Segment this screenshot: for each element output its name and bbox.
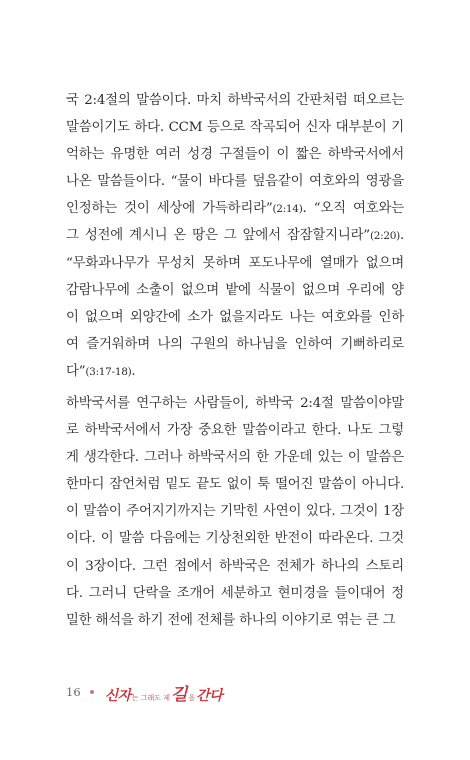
series-title-part3: 길 (170, 684, 188, 705)
text-segment: 말씀이기도 하다. CCM 등으로 작곡되어 신자 대부분이 기 (66, 120, 404, 136)
text-segment: 하박국서를 연구하는 사람들이, 하박국 2:4절 말씀이야말 (66, 396, 404, 411)
text-segment: “무화과나무가 무성치 못하며 포도나무에 열매가 없으며 (66, 255, 404, 271)
text-line (66, 331, 404, 358)
text-line (66, 195, 404, 222)
text-segment: 다. 그러니 단락을 조개어 세분하고 현미경을 들이대어 정 (66, 585, 404, 601)
text-line (66, 444, 404, 471)
text-line (66, 498, 404, 525)
text-line (66, 222, 404, 249)
series-title-part2: 는 그래도 제 (131, 693, 170, 702)
text-segment: 다” (66, 363, 86, 379)
verse-reference: (3:17-18) (85, 365, 132, 378)
series-title-part4: 을 (188, 693, 196, 702)
text-segment: 인정하는 것이 세상에 가득하리라” (66, 201, 273, 217)
text-line (66, 304, 404, 331)
text-segment: . (131, 363, 136, 379)
text-segment: 한마디 잠언처럼 밑도 끝도 없이 툭 떨어진 말씀이 아니다. (66, 477, 404, 493)
text-line (66, 417, 404, 444)
text-line (66, 358, 404, 385)
paragraph-1 (66, 87, 404, 385)
verse-reference: (2:14) (272, 203, 303, 216)
text-line (66, 114, 404, 141)
text-segment: . “오직 여호와는 (302, 201, 404, 217)
text-segment: 이 3장이다. 그런 점에서 하박국은 전체가 하나의 스토리 (66, 558, 404, 574)
text-segment: 게 생각한다. 그러나 하박국서의 한 가운데 있는 이 말씀은 (66, 450, 404, 466)
text-line (66, 525, 404, 552)
text-line (66, 580, 404, 607)
text-segment: 감람나무에 소출이 없으며 밭에 식물이 없으며 우리에 양 (66, 282, 404, 298)
text-line (66, 87, 404, 114)
text-segment: 여 즐거워하며 나의 구원의 하나님을 인하여 기뻐하리로 (66, 336, 404, 352)
paragraph-2 (66, 390, 404, 634)
text-line (66, 607, 404, 634)
text-segment: 이 없으며 외양간에 소가 없을지라도 나는 여호와를 인하 (66, 309, 404, 325)
series-title (105, 680, 223, 705)
text-line (66, 250, 404, 277)
text-segment: . (399, 228, 404, 244)
text-segment: 밀한 해석을 하기 전에 전체를 하나의 이야기로 엮는 큰 그 (66, 612, 396, 628)
text-line (66, 553, 404, 580)
text-line (66, 168, 404, 195)
series-title-part5: 간다 (196, 687, 223, 704)
page-number: 16 (66, 685, 81, 699)
text-line (66, 141, 404, 168)
text-segment: 억하는 유명한 여러 성경 구절들이 이 짧은 하박국서에서 (66, 147, 404, 163)
verse-reference: (2:20) (369, 230, 400, 243)
text-segment: 나온 말씀들이다. “물이 바다를 덮음같이 여호와의 영광을 (66, 174, 404, 190)
text-line (66, 277, 404, 304)
text-line (66, 471, 404, 498)
text-segment: 국 2:4절의 말씀이다. 마치 하박국서의 간판처럼 떠오르는 (66, 93, 404, 108)
text-segment: 이다. 이 말씀 다음에는 기상천외한 반전이 따라온다. 그것 (66, 531, 404, 547)
text-segment: 그 성전에 계시니 온 땅은 그 앞에서 잠잠할지니라” (66, 228, 370, 244)
footer-dot-icon (90, 690, 94, 694)
text-segment: 로 하박국서에서 가장 중요한 말씀이라고 한다. 나도 그렇 (66, 423, 404, 439)
text-segment: 이 말씀이 주어지기까지는 기막힌 사연이 있다. 그것이 1장 (66, 504, 404, 520)
page-footer (66, 681, 222, 703)
series-title-part1: 신자 (104, 687, 131, 704)
text-line (66, 390, 404, 417)
